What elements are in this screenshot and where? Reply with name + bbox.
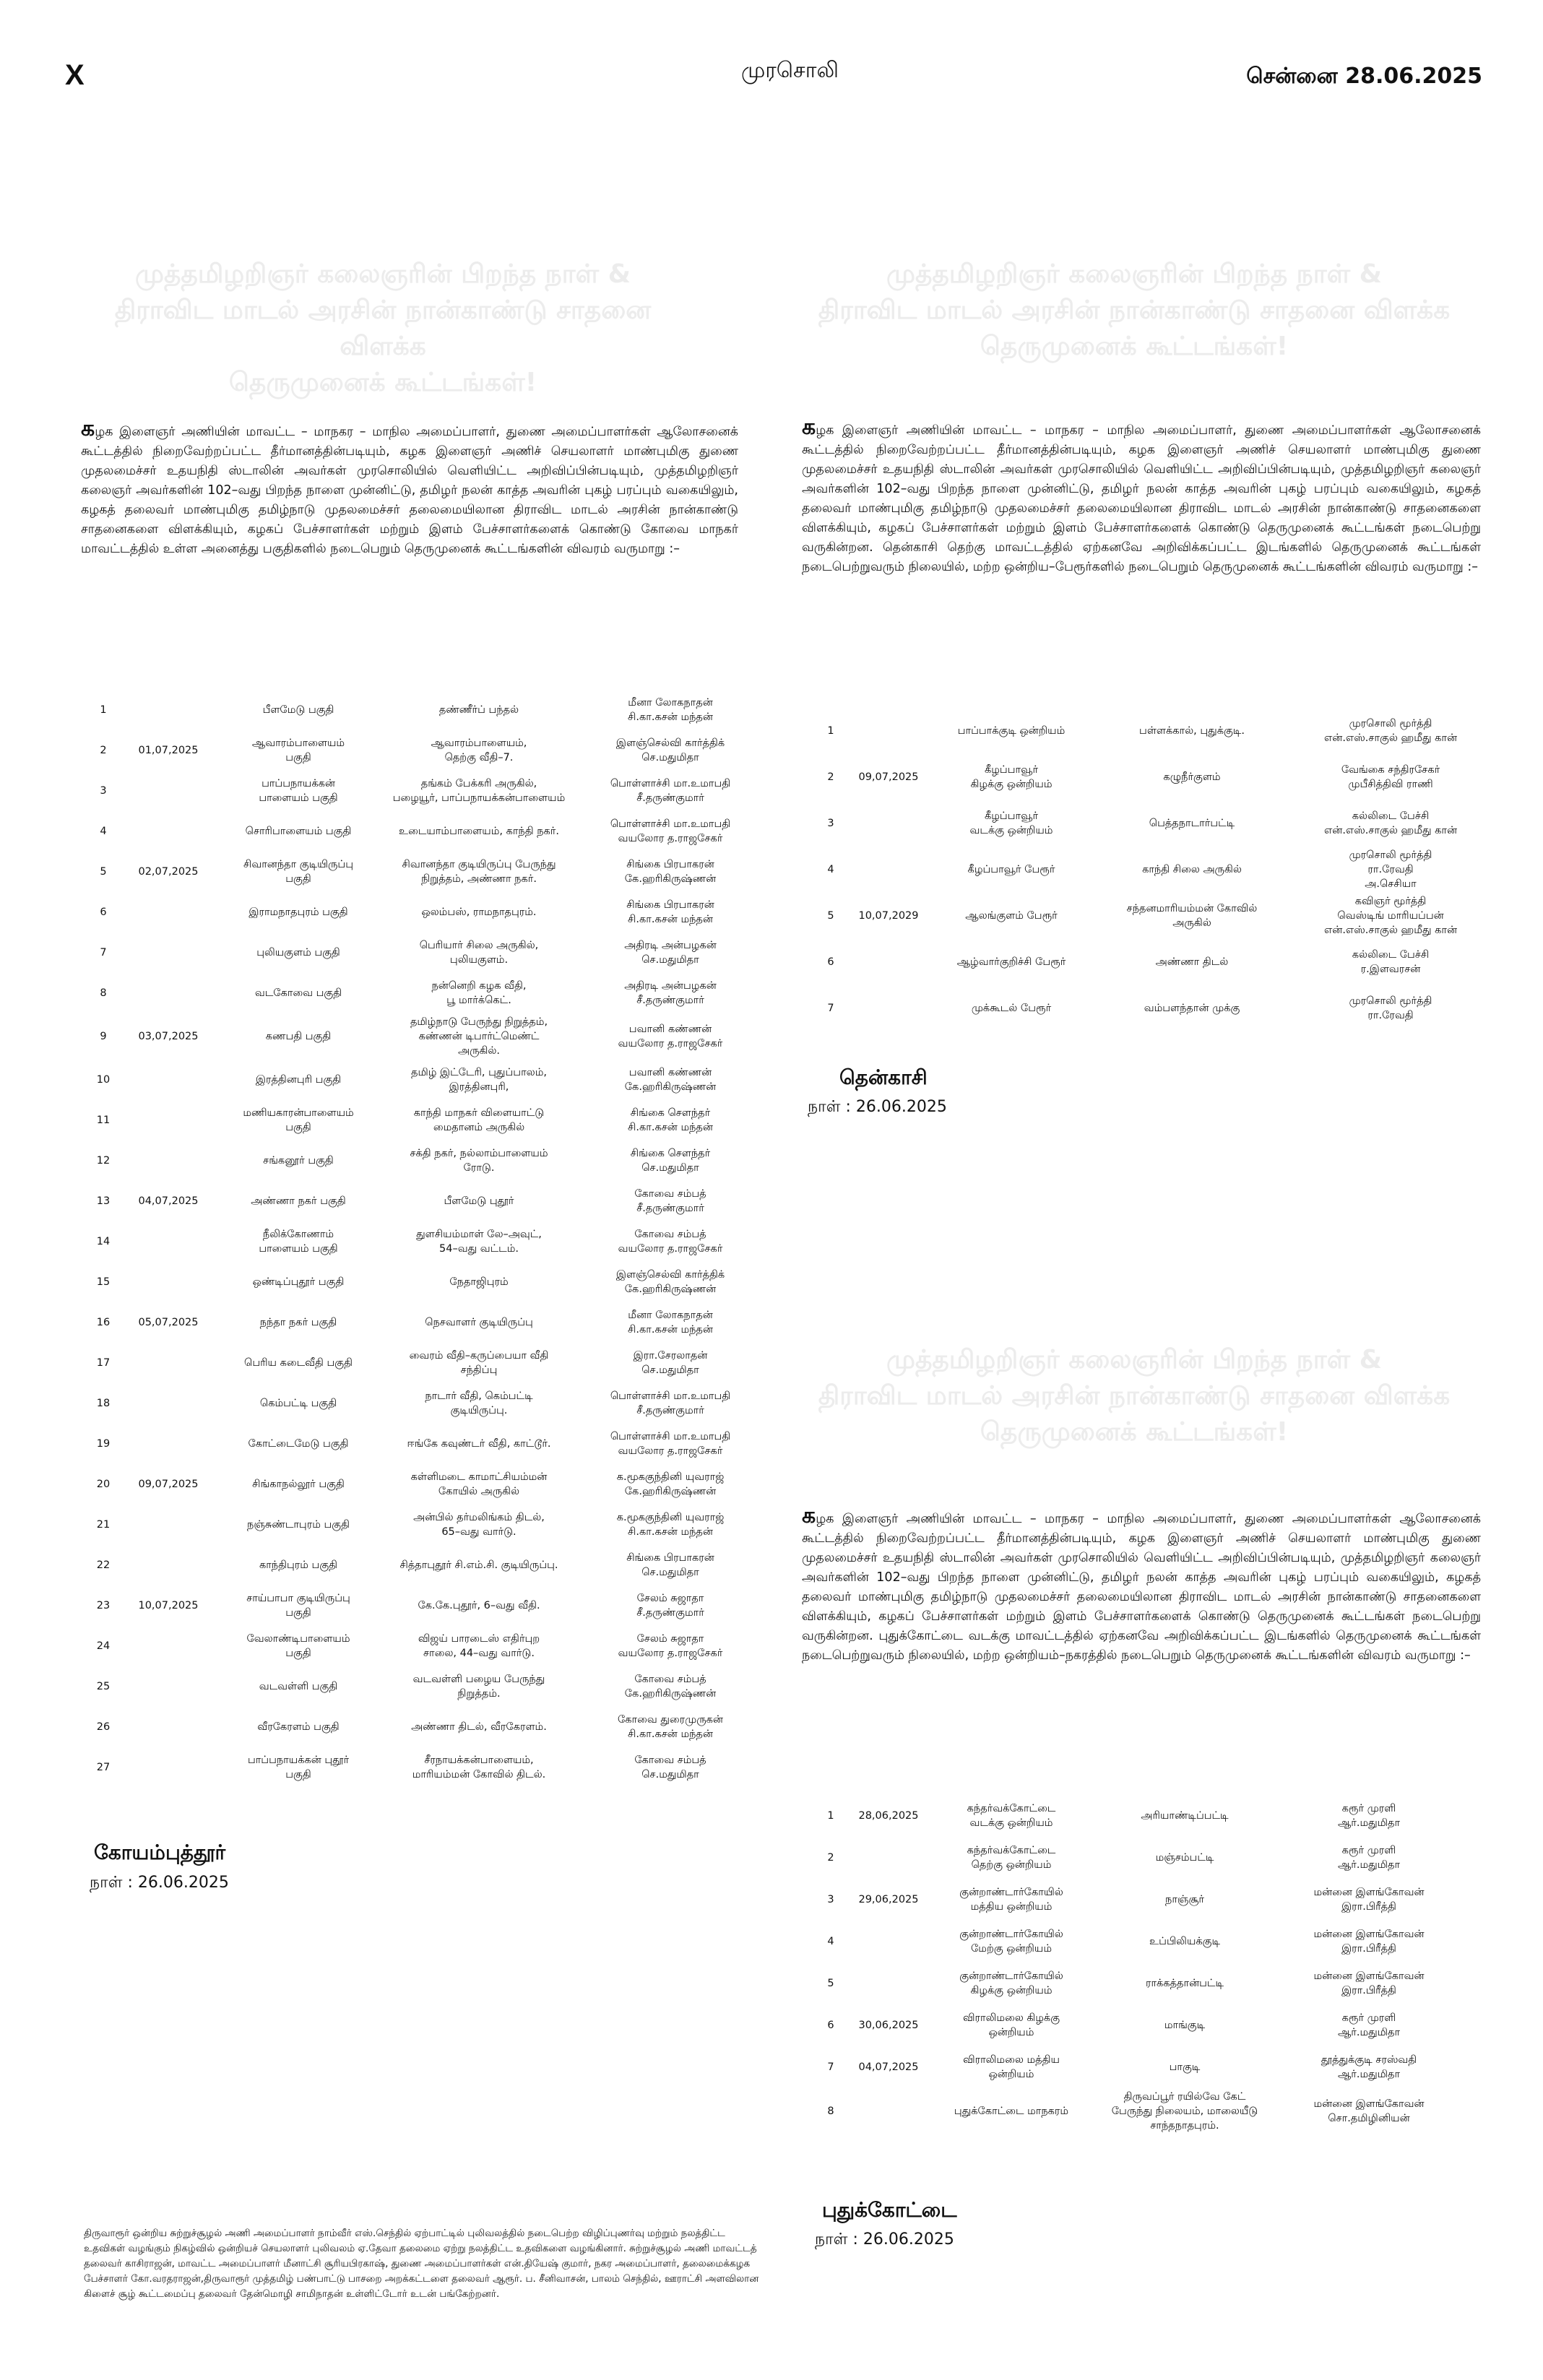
speakers: பொள்ளாச்சி மா.உமாபதி சீ.தருண்குமார் <box>610 778 731 804</box>
area-name: முக்கூடல் பேரூர் <box>971 1003 1052 1014</box>
row-number: 4 <box>100 826 107 837</box>
intro-dropcap: க <box>802 415 816 440</box>
venue: பீளமேடு புதூர் <box>444 1195 514 1207</box>
meeting-date <box>121 1505 215 1545</box>
area-name: சிங்காநல்லூர் பகுதி <box>252 1479 345 1490</box>
left-place: கோயம்புத்தூர் <box>94 1840 226 1864</box>
speakers: க.மூககுந்தினி யுவராஜ் கே.ஹரிகிருஷ்ணன் <box>616 1471 725 1497</box>
venue: சித்தாபுதூர் சி.எம்.சி. குடியிருப்பு. <box>399 1559 558 1571</box>
area-name: சிவானந்தா குடியிருப்பு பகுதி <box>243 859 354 885</box>
meeting-date <box>121 1424 215 1464</box>
table-row <box>813 939 1492 985</box>
row-number: 5 <box>827 910 834 922</box>
meeting-date: 30,06,2025 <box>858 2020 919 2031</box>
area-name: சாய்பாபா குடியிருப்பு பகுதி <box>246 1593 350 1619</box>
speakers: பவானி கண்ணன் கே.ஹரிகிருஷ்ணன் <box>624 1067 717 1093</box>
table-row <box>85 1302 764 1343</box>
table-row <box>85 1100 764 1141</box>
area-name: ஆவாரம்பாளையம் பகுதி <box>251 737 345 763</box>
speakers: வேங்கை சந்திரசேகர் முபீசித்திவி ராணி <box>1341 764 1440 790</box>
venue: காந்தி மாநகர் விளையாட்டு மைதானம் அருகில் <box>413 1107 545 1133</box>
row-number: 18 <box>96 1398 111 1409</box>
table-row <box>813 985 1492 1031</box>
area-name: கீழப்பாவூர் வடக்கு ஒன்றியம் <box>969 810 1053 836</box>
table-row <box>813 1963 1463 2004</box>
meeting-date: 04,07,2025 <box>138 1195 199 1207</box>
venue: நெசவாளர் குடியிருப்பு <box>425 1317 533 1328</box>
meeting-date <box>849 1921 928 1963</box>
table-row <box>85 771 764 811</box>
row-number: 24 <box>96 1640 111 1652</box>
row-number: 22 <box>96 1559 111 1571</box>
row-number: 1 <box>100 704 107 716</box>
venue: நன்னெறி கழக வீதி, பூ மார்க்கெட். <box>431 980 527 1006</box>
venue: விஜய் பாரடைஸ் எதிர்புற சாலை, 44–வது வார்டு. <box>418 1633 540 1659</box>
right-bottom-schedule-table <box>813 1795 1463 2134</box>
speakers: சிங்கை பிரபாகரன் செ.மதுமிதா <box>626 1552 714 1578</box>
venue: வம்பளந்தான் முக்கு <box>1144 1003 1240 1014</box>
venue: பெரியார் சிலை அருகில், புலியகுளம். <box>419 940 539 966</box>
venue: அண்ணா திடல் <box>1155 956 1229 968</box>
venue: தண்ணீர்ப் பந்தல் <box>438 704 519 716</box>
table-row <box>85 1707 764 1747</box>
meeting-date <box>121 1100 215 1141</box>
row-number: 5 <box>827 1978 834 1989</box>
speakers: சிங்கை பிரபாகரன் கே.ஹரிகிருஷ்ணன் <box>624 859 717 885</box>
speakers: சிங்கை பிரபாகரன் சி.கா.கசன் மந்தன் <box>626 899 714 925</box>
row-number: 19 <box>96 1438 111 1450</box>
right-top-place: தென்காசி <box>839 1065 928 1089</box>
banner-line: திராவிட மாடல் அரசின் நான்காண்டு சாதனை விளக்க <box>114 295 652 361</box>
banner-line: திராவிட மாடல் அரசின் நான்காண்டு சாதனை விளக்க <box>818 1381 1451 1411</box>
area-name: புதுக்கோட்டை மாநகரம் <box>954 2106 1069 2117</box>
venue: வைரம் வீதி–கருப்பையா வீதி சந்திப்பு <box>409 1350 549 1376</box>
meeting-date <box>121 690 215 730</box>
venue: துளசியம்மாள் லே–அவுட், 54–வது வட்டம். <box>416 1229 542 1255</box>
area-name: வீரகேரளம் பகுதி <box>257 1721 340 1733</box>
speakers: கல்லிடை பேச்சி ர.இளவரசன் <box>1352 949 1430 975</box>
meeting-date <box>121 892 215 932</box>
row-number: 7 <box>100 947 107 959</box>
speakers: பொள்ளாச்சி மா.உமாபதி சீ.தருண்குமார் <box>610 1390 731 1416</box>
speakers: இரா.சேரலாதன் செ.மதுமிதா <box>633 1350 708 1376</box>
venue: மாங்குடி <box>1164 2020 1206 2031</box>
meeting-date <box>121 973 215 1013</box>
row-number: 11 <box>96 1115 111 1126</box>
speakers: கோவை சம்பத் சீ.தருண்குமார் <box>634 1188 706 1214</box>
speakers: பவானி கண்ணன் வயலோர த.ராஜசேகர் <box>618 1024 723 1050</box>
meeting-date <box>121 771 215 811</box>
row-number: 27 <box>96 1762 111 1773</box>
table-row <box>813 2046 1463 2088</box>
edition-mark: X <box>65 59 85 91</box>
intro-text: ழக இளைஞர் அணியின் மாவட்ட – மாநகர – மாநில அமைப்பாளர், துணை அமைப்பாளர்கள் ஆலோசனைக் கூட்டத்தில் நிறைவேற்றப்பட்ட தீர்மானத்தின்படியும், கழக இளைஞர் அணிச் செயலாளர் மாண்புமிகு துணை முதலமைச்சர் உதயநிதி ஸ்டாலின் அவர்கள் முரசொலியில் வெளியிட்ட அறிவிப்பின்படியும், முத்தமிழறிஞர் கலைஞர் அவர்களின் 102–வது பிறந்த நாளை முன்னிட்டு, தமிழர் நலன் காத்த அவரின் புகழ் பரப்பும் வகையிலும், கழகத் தலைவர் மாண்புமிகு தமிழ்நாடு முதலமைச்சர் தலைமையிலான திராவிட மாடல் அரசின் நான்காண்டு சாதனைகளை விளக்கியும், கழகப் பேச்சாளர்கள் மற்றும் இளம் பேச்சாளர்களைக் கொண்டு கோவை மாநகர் மாவட்டத்தில் உள்ள அனைத்து பகுதிகளில் நடைபெறும் தெருமுனைக் கூட்டங்களின் விவரம் வருமாறு :– <box>81 425 738 556</box>
speakers: சிங்கை சௌந்தர் செ.மதுமிதா <box>630 1148 711 1174</box>
table-row <box>85 1747 764 1788</box>
banner-line: திராவிட மாடல் அரசின் நான்காண்டு சாதனை விளக்க <box>818 295 1451 325</box>
venue: வடவள்ளி பழைய பேருந்து நிறுத்தம். <box>412 1674 545 1700</box>
venue: சக்தி நகர், நல்லாம்பாளையம் ரோடு. <box>410 1148 548 1174</box>
meeting-date <box>121 1707 215 1747</box>
area-name: ஆழ்வார்குறிச்சி பேரூர் <box>956 956 1066 968</box>
area-name: நீலிக்கோணாம் பாளையம் பகுதி <box>259 1229 338 1255</box>
meeting-date <box>121 932 215 973</box>
area-name: வேலாண்டிபாளையம் பகுதி <box>246 1633 350 1659</box>
meeting-date <box>121 1141 215 1181</box>
venue: பள்ளக்கால், புதுக்குடி. <box>1139 725 1245 737</box>
venue: திருவப்பூர் ரயில்வே கேட் பேருந்து நிலையம், மாலையீடு சாந்தநாதபுரம். <box>1111 2091 1258 2132</box>
table-row <box>85 852 764 892</box>
venue: நாஞ்சூர் <box>1165 1894 1204 1905</box>
table-row <box>85 973 764 1013</box>
banner-line: முத்தமிழறிஞர் கலைஞரின் பிறந்த நாள் & <box>886 1345 1382 1375</box>
paper-name: முரசொலி <box>741 58 839 83</box>
right-top-banner <box>802 256 1466 365</box>
speakers: சேலம் சுஜாதா வயலோர த.ராஜசேகர் <box>618 1633 723 1659</box>
speakers: முரசொலி மூர்த்தி ரா.ரேவதி <box>1349 995 1432 1021</box>
area-name: குன்றாண்டார்கோயில் மேற்கு ஒன்றியம் <box>959 1929 1063 1955</box>
venue: நேதாஜிபுரம் <box>449 1276 509 1288</box>
table-row <box>85 1013 764 1060</box>
area-name: நஞ்சுண்டாபுரம் பகுதி <box>247 1519 350 1531</box>
speakers: மன்னை இளங்கோவன் இரா.பிரீத்தி <box>1313 1929 1425 1955</box>
meeting-date <box>849 2088 928 2134</box>
row-number: 3 <box>100 785 107 797</box>
meeting-date: 01,07,2025 <box>138 745 199 756</box>
meeting-date: 05,07,2025 <box>138 1317 199 1328</box>
table-row <box>813 1921 1463 1963</box>
row-number: 26 <box>96 1721 111 1733</box>
meeting-date <box>121 1343 215 1383</box>
area-name: வடவள்ளி பகுதி <box>259 1681 338 1692</box>
banner-line: முத்தமிழறிஞர் கலைஞரின் பிறந்த நாள் & <box>886 259 1382 289</box>
left-banner <box>72 256 693 401</box>
venue: கழுநீர்குளம் <box>1163 771 1221 783</box>
row-number: 8 <box>827 2106 834 2117</box>
meeting-date <box>121 1060 215 1100</box>
venue: ஆவாரம்பாளையம், தெற்கு வீதி–7. <box>431 737 527 763</box>
table-row <box>85 1141 764 1181</box>
venue: பாகுடி <box>1169 2061 1201 2073</box>
row-number: 8 <box>100 987 107 999</box>
area-name: காந்திபுரம் பகுதி <box>259 1559 338 1571</box>
row-number: 14 <box>96 1236 111 1247</box>
area-name: வடகோவை பகுதி <box>254 987 342 999</box>
speakers: கரூர் முரளி ஆர்.மதுமிதா <box>1337 1845 1401 1871</box>
meeting-date: 10,07,2025 <box>138 1600 199 1611</box>
venue: ஒலம்பஸ், ராமநாதபுரம். <box>421 906 537 918</box>
meeting-date <box>121 1383 215 1424</box>
meeting-date <box>121 1666 215 1707</box>
table-row <box>85 932 764 973</box>
row-number: 1 <box>827 725 834 737</box>
right-bottom-banner <box>802 1342 1466 1450</box>
speakers: கோவை சம்பத் வயலோர த.ராஜசேகர் <box>618 1229 723 1255</box>
area-name: இரத்தினபுரி பகுதி <box>255 1074 342 1086</box>
row-number: 4 <box>827 864 834 875</box>
row-number: 2 <box>827 771 834 783</box>
table-row <box>85 1060 764 1100</box>
speakers: அதிரடி அன்பழகன் செ.மதுமிதா <box>624 940 717 966</box>
intro-text: ழக இளைஞர் அணியின் மாவட்ட – மாநகர – மாநில அமைப்பாளர், துணை அமைப்பாளர்கள் ஆலோசனைக் கூட்டத்தில் நிறைவேற்றப்பட்ட தீர்மானத்தின்படியும், கழக இளைஞர் அணிச் செயலாளர் மாண்புமிகு துணை முதலமைச்சர் உதயநிதி ஸ்டாலின் அவர்கள் முரசொலியில் வெளியிட்ட அறிவிப்பின்படியும், முத்தமிழறிஞர் கலைஞர் அவர்களின் 102–வது பிறந்த நாளை முன்னிட்டு, தமிழர் நலன் காத்த அவரின் புகழ் பரப்பும் வகையிலும், கழகத் தலைவர் மாண்புமிகு தமிழ்நாடு முதலமைச்சர் தலைமையிலான திராவிட மாடல் அரசின் நான்காண்டு சாதனைகளை விளக்கியும், கழகப் பேச்சாளர்கள் மற்றும் இளம் பேச்சாளர்களைக் கொண்டு தெருமுனைக் கூட்டங்கள் நடைபெற்று வருகின்றன. புதுக்கோட்டை வடக்கு மாவட்டத்தில் ஏற்கனவே அறிவிக்கப்பட்ட இடங்களில் தெருமுனைக் கூட்டங்கள் நடைபெற்றுவரும் நிலையில், மற்ற ஒன்றியம்–நகரத்தில் நடைபெறும் தெருமுனைக் கூட்டங்களின் விவரம் வருமாறு :– <box>802 1512 1481 1663</box>
table-row <box>85 1262 764 1302</box>
table-row <box>85 892 764 932</box>
speakers: கல்லிடை பேச்சி என்.எஸ்.சாகுல் ஹமீது கான் <box>1323 810 1458 836</box>
table-row <box>85 1505 764 1545</box>
speakers: கோவை சம்பத் செ.மதுமிதா <box>634 1754 706 1780</box>
area-name: பீளமேடு பகுதி <box>262 704 334 716</box>
row-number: 25 <box>96 1681 111 1692</box>
banner-line: தெருமுனைக் கூட்டங்கள்! <box>228 368 537 397</box>
venue: அண்ணா திடல், வீரகேரளம். <box>411 1721 547 1733</box>
row-number: 6 <box>827 956 834 968</box>
venue: அன்பில் தர்மலிங்கம் திடல், 65–வது வார்டு. <box>413 1512 545 1538</box>
area-name: ஒண்டிப்புதூர் பகுதி <box>252 1276 345 1288</box>
row-number: 1 <box>827 1810 834 1822</box>
table-row <box>85 811 764 852</box>
area-name: கோட்டைமேடு பகுதி <box>248 1438 349 1450</box>
area-name: ஆலங்குளம் பேரூர் <box>965 910 1058 922</box>
meeting-date <box>121 1747 215 1788</box>
row-number: 9 <box>100 1031 107 1042</box>
speakers: பொள்ளாச்சி மா.உமாபதி வயலோர த.ராஜசேகர் <box>610 818 731 844</box>
table-row <box>85 1221 764 1262</box>
left-intro <box>81 416 738 559</box>
area-name: சொரிபாளையம் பகுதி <box>245 826 352 837</box>
meeting-date <box>849 708 928 754</box>
row-number: 2 <box>100 745 107 756</box>
venue: காந்தி சிலை அருகில் <box>1142 864 1242 875</box>
area-name: கணபதி பகுதி <box>265 1031 332 1042</box>
meeting-date: 28,06,2025 <box>858 1810 919 1822</box>
table-row <box>813 1879 1463 1921</box>
meeting-date: 04,07,2025 <box>858 2061 919 2073</box>
table-row <box>85 1464 764 1505</box>
speakers: மன்னை இளங்கோவன் இரா.பிரீத்தி <box>1313 1970 1425 1996</box>
table-row <box>85 1383 764 1424</box>
intro-dropcap: க <box>81 416 95 441</box>
speakers: மன்னை இளங்கோவன் இரா.பிரீத்தி <box>1313 1887 1425 1913</box>
row-number: 6 <box>100 906 107 918</box>
venue: கே.கே.புதூர், 6–வது வீதி. <box>418 1600 540 1611</box>
row-number: 2 <box>827 1852 834 1864</box>
area-name: கந்தர்வக்கோட்டை வடக்கு ஒன்றியம் <box>967 1803 1056 1829</box>
table-row <box>813 1795 1463 1837</box>
speakers: கவிஞர் மூர்த்தி வெஸ்டிங் மாரியப்பன் என்.எஸ்.சாகுல் ஹமீது கான் <box>1323 896 1458 936</box>
row-number: 3 <box>827 818 834 829</box>
meeting-date <box>849 939 928 985</box>
intro-text: ழக இளைஞர் அணியின் மாவட்ட – மாநகர – மாநில அமைப்பாளர், துணை அமைப்பாளர்கள் ஆலோசனைக் கூட்டத்தில் நிறைவேற்றப்பட்ட தீர்மானத்தின்படியும், கழக இளைஞர் அணிச் செயலாளர் மாண்புமிகு துணை முதலமைச்சர் உதயநிதி ஸ்டாலின் அவர்கள் முரசொலியில் வெளியிட்ட அறிவிப்பின்படியும், முத்தமிழறிஞர் கலைஞர் அவர்களின் 102–வது பிறந்த நாளை முன்னிட்டு, தமிழர் நலன் காத்த அவரின் புகழ் பரப்பும் வகையிலும், கழகத் தலைவர் மாண்புமிகு தமிழ்நாடு முதலமைச்சர் தலைமையிலான திராவிட மாடல் அரசின் நான்காண்டு சாதனைகளை விளக்கியும், கழகப் பேச்சாளர்கள் மற்றும் இளம் பேச்சாளர்களைக் கொண்டு தெருமுனைக் கூட்டங்கள் நடைபெற்று வருகின்றன. தென்காசி தெற்கு மாவட்டத்தில் ஏற்கனவே அறிவிக்கப்பட்ட இடங்களில் தெருமுனைக் கூட்டங்கள் நடைபெற்றுவரும் நிலையில், மற்ற ஒன்றிய–பேரூர்களில் நடைபெறும் தெருமுனைக் கூட்டங்களின் விவரம் வருமாறு :– <box>802 423 1481 574</box>
meeting-date <box>121 1262 215 1302</box>
row-number: 4 <box>827 1936 834 1947</box>
speakers: இளஞ்செல்வி கார்த்திக் செ.மதுமிதா <box>615 737 725 763</box>
table-row <box>85 1585 764 1626</box>
venue: பெத்தநாடார்பட்டி <box>1149 818 1235 829</box>
speakers: முரசொலி மூர்த்தி ரா.ரேவதி அ.செசியா <box>1349 849 1432 890</box>
speakers: இளஞ்செல்வி கார்த்திக் கே.ஹரிகிருஷ்ணன் <box>615 1269 725 1295</box>
area-name: விராலிமலை கிழக்கு ஒன்றியம் <box>963 2012 1060 2038</box>
area-name: பாப்பநாயக்கன் புதூர் பகுதி <box>247 1754 350 1780</box>
area-name: புலியகுளம் பகுதி <box>256 947 340 959</box>
right-bottom-date: நாள் : 26.06.2025 <box>815 2230 954 2249</box>
area-name: நந்தா நகர் பகுதி <box>259 1317 337 1328</box>
speakers: அதிரடி அன்பழகன் சீ.தருண்குமார் <box>624 980 717 1006</box>
intro-dropcap: க <box>802 1503 816 1528</box>
left-date: நாள் : 26.06.2025 <box>90 1874 229 1892</box>
right-top-intro <box>802 417 1481 577</box>
speakers: கோவை சம்பத் கே.ஹரிகிருஷ்ணன் <box>624 1674 717 1700</box>
banner-line: தெருமுனைக் கூட்டங்கள்! <box>980 1417 1289 1447</box>
area-name: சங்கனூர் பகுதி <box>263 1155 334 1167</box>
row-number: 20 <box>96 1479 111 1490</box>
row-number: 15 <box>96 1276 111 1288</box>
row-number: 7 <box>827 2061 834 2073</box>
meeting-date: 02,07,2025 <box>138 866 199 878</box>
venue: ராக்கத்தான்பட்டி <box>1145 1978 1224 1989</box>
table-row <box>813 754 1492 800</box>
meeting-date <box>849 985 928 1031</box>
area-name: பாப்பநாயக்கன் பாளையம் பகுதி <box>259 778 338 804</box>
meeting-date <box>849 1963 928 2004</box>
speakers: முரசொலி மூர்த்தி என்.எஸ்.சாகுல் ஹமீது கான் <box>1323 718 1458 744</box>
speakers: பொள்ளாச்சி மா.உமாபதி வயலோர த.ராஜசேகர் <box>610 1431 731 1457</box>
right-bottom-intro <box>802 1503 1481 1666</box>
table-row <box>85 690 764 730</box>
speakers: தூத்துக்குடி சரஸ்வதி ஆர்.மதுமிதா <box>1321 2054 1417 2080</box>
area-name: மணியகாரன்பாளையம் பகுதி <box>243 1107 354 1133</box>
area-name: குன்றாண்டார்கோயில் கிழக்கு ஒன்றியம் <box>959 1970 1063 1996</box>
table-row <box>85 1181 764 1221</box>
venue: சீரநாயக்கன்பாளையம், மாரியம்மன் கோவில் திடல். <box>412 1754 546 1780</box>
footer-news-note: திருவாரூர் ஒன்றிய சுற்றுச்சூழல் அணி அமைப்பாளர் நாம்வீர் எஸ்.செந்தில் ஏற்பாட்டில் புலிவலத்தில் நடைபெற்ற விழிப்புணர்வு மற்றும் நலத்திட்ட உதவிகள் வழங்கும் நிகழ்வில் ஒன்றியச் செயலாளர் புலிவலம் ஏ.தேவா தலைமை ஏற்று நலத்திட்ட உதவிகளை வழங்கினார். சுற்றுச்சூழல் அணி மாவட்டத் தலைவர் காசிராஜன், மாவட்ட அமைப்பாளர் மீனாட்சி சூரியபிரகாஷ், துணை அமைப்பாளர்கள் என்.தியேஷ் குமார், நகர அமைப்பாளர், தலைமைக்கழக பேச்சாளர் கோ.வரதராஜன்,திருவாரூர் முத்தமிழ் பண்பாட்டு பாசறை அறக்கட்டளை தலைவர் ஆரூர். ப. சீனிவாசன், பாலம் செந்தில், ஊராட்சி அளவிலான கிளைச் சூழ் கூட்டமைப்பு தலைவர் தேன்மொழி சாமிநாதன் உள்ளிட்டோர் உடன் பங்கேற்றனர். <box>84 2228 759 2300</box>
right-top-schedule-table <box>813 708 1492 1031</box>
area-name: கீழப்பாவூர் கிழக்கு ஒன்றியம் <box>970 764 1053 790</box>
table-row <box>85 1424 764 1464</box>
venue: கள்ளிமடை காமாட்சியம்மன் கோயில் அருகில் <box>410 1471 548 1497</box>
venue: சந்தனமாரியம்மன் கோவில் அருகில் <box>1126 903 1258 929</box>
speakers: சேலம் சுஜாதா சீ.தருண்குமார் <box>636 1593 704 1619</box>
right-top-date: நாள் : 26.06.2025 <box>808 1098 947 1116</box>
row-number: 13 <box>96 1195 111 1207</box>
table-row <box>813 2088 1463 2134</box>
area-name: பெரிய கடைவீதி பகுதி <box>244 1357 353 1369</box>
table-row <box>85 1343 764 1383</box>
city-date: சென்னை 28.06.2025 <box>1246 64 1482 89</box>
venue: மஞ்சம்பட்டி <box>1155 1852 1214 1864</box>
table-row <box>85 1626 764 1666</box>
venue: ஈங்கே கவுண்டர் வீதி, காட்டூர். <box>407 1438 551 1450</box>
right-bottom-place: புதுக்கோட்டை <box>822 2198 957 2222</box>
table-row <box>85 730 764 771</box>
speakers: சிங்கை சௌந்தர் சி.கா.கசன் மந்தன் <box>628 1107 713 1133</box>
venue: அரியாண்டிப்பட்டி <box>1141 1810 1229 1822</box>
row-number: 10 <box>96 1074 111 1086</box>
speakers: கோவை துரைமுருகன் சி.கா.கசன் மந்தன் <box>617 1714 723 1740</box>
meeting-date <box>121 811 215 852</box>
banner-line: முத்தமிழறிஞர் கலைஞரின் பிறந்த நாள் & <box>134 259 631 289</box>
speakers: மன்னை இளங்கோவன் சொ.தமிழினியன் <box>1313 2098 1425 2124</box>
row-number: 6 <box>827 2020 834 2031</box>
venue: நாடார் வீதி, கெம்பட்டி குடியிருப்பு. <box>425 1390 533 1416</box>
table-row <box>813 708 1492 754</box>
venue: தமிழ்நாடு பேருந்து நிறுத்தம், கண்ணன் டிபார்ட்மெண்ட் அருகில். <box>410 1016 548 1057</box>
row-number: 21 <box>96 1519 111 1531</box>
area-name: கெம்பட்டி பகுதி <box>259 1398 337 1409</box>
table-row <box>813 847 1492 893</box>
left-schedule-table <box>85 690 764 1788</box>
area-name: கந்தர்வக்கோட்டை தெற்கு ஒன்றியம் <box>967 1845 1056 1871</box>
speakers: கரூர் முரளி ஆர்.மதுமிதா <box>1337 1803 1401 1829</box>
row-number: 5 <box>100 866 107 878</box>
speakers: க.மூககுந்தினி யுவராஜ் சி.கா.கசன் மந்தன் <box>616 1512 725 1538</box>
table-row <box>85 1666 764 1707</box>
table-row <box>813 2004 1463 2046</box>
venue: உப்பிலியக்குடி <box>1149 1936 1220 1947</box>
row-number: 16 <box>96 1317 111 1328</box>
row-number: 23 <box>96 1600 111 1611</box>
area-name: விராலிமலை மத்திய ஒன்றியம் <box>963 2054 1060 2080</box>
meeting-date <box>121 1545 215 1585</box>
meeting-date: 09,07,2025 <box>138 1479 199 1490</box>
meeting-date <box>849 847 928 893</box>
area-name: பாப்பாக்குடி ஒன்றியம் <box>957 725 1066 737</box>
row-number: 17 <box>96 1357 111 1369</box>
venue: தங்கம் பேக்கரி அருகில், பழையூர், பாப்பநாயக்கன்பாளையம் <box>392 778 566 804</box>
row-number: 3 <box>827 1894 834 1905</box>
table-row <box>813 800 1492 847</box>
speakers: மீனா லோகநாதன் சி.கா.கசன் மந்தன் <box>628 697 713 723</box>
table-row <box>813 1837 1463 1879</box>
speakers: மீனா லோகநாதன் சி.கா.கசன் மந்தன் <box>628 1310 713 1336</box>
venue: தமிழ் இட்டேரி, புதுப்பாலம், இரத்தினபுரி, <box>411 1067 547 1093</box>
meeting-date <box>849 1837 928 1879</box>
venue: உடையாம்பாளையம், காந்தி நகர். <box>399 826 559 837</box>
table-row <box>813 893 1492 939</box>
meeting-date: 29,06,2025 <box>858 1894 919 1905</box>
speakers: கரூர் முரளி ஆர்.மதுமிதா <box>1337 2012 1401 2038</box>
row-number: 12 <box>96 1155 111 1167</box>
area-name: அண்ணா நகர் பகுதி <box>251 1195 346 1207</box>
meeting-date: 03,07,2025 <box>138 1031 199 1042</box>
meeting-date <box>121 1221 215 1262</box>
area-name: கீழப்பாவூர் பேரூர் <box>967 864 1055 875</box>
meeting-date <box>121 1626 215 1666</box>
row-number: 7 <box>827 1003 834 1014</box>
venue: சிவானந்தா குடியிருப்பு பேருந்து நிறுத்தம், அண்ணா நகர். <box>402 859 556 885</box>
meeting-date <box>849 800 928 847</box>
meeting-date: 10,07,2029 <box>858 910 919 922</box>
meeting-date: 09,07,2025 <box>858 771 919 783</box>
table-row <box>85 1545 764 1585</box>
area-name: இராமநாதபுரம் பகுதி <box>248 906 348 918</box>
banner-line: தெருமுனைக் கூட்டங்கள்! <box>980 332 1289 361</box>
area-name: குன்றாண்டார்கோயில் மத்திய ஒன்றியம் <box>959 1887 1063 1913</box>
